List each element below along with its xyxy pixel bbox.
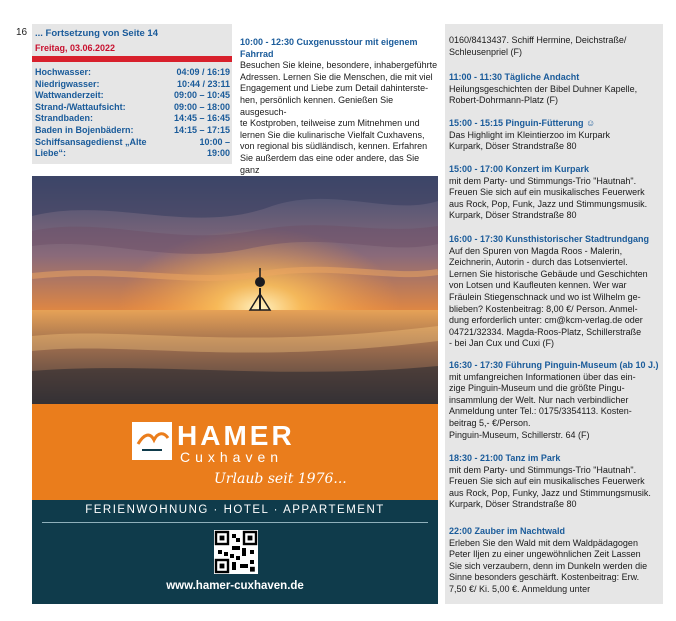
event-line: te Kostproben, teilweise zum Mitnehmen und [240, 118, 420, 129]
tide-value: 10:44 / 23:11 [176, 78, 230, 89]
tide-label: Strand-/Wattaufsicht: [35, 101, 126, 112]
event-line: Kurpark, Döser Strandstraße 80 [449, 499, 577, 510]
event-line: - bei Jan Cux und Cuxi (F) [449, 338, 555, 349]
event-line: Adressen. Lernen Sie die Menschen, die mit viel [240, 71, 433, 82]
event-line: Sie außerdem das eine oder andere, das Sie ganz [240, 152, 420, 175]
tide-label: Niedrigwasser: [35, 78, 100, 89]
event-line: mit dem Party- und Stimmungs-Trio "Hautnah". [449, 464, 637, 475]
event-stadtrundgang [449, 234, 661, 350]
tide-row [35, 79, 230, 91]
event-line: insammlung der Welt. Nur nach verbindlicher [449, 394, 629, 405]
event-nachtwald [449, 526, 661, 596]
event-line: Besuchen Sie kleine, besondere, inhabergeführte [240, 60, 438, 71]
ad-divider [42, 522, 428, 523]
event-line: Auf den Spuren von Magda Roos - Malerin, [449, 245, 623, 256]
tide-row [35, 113, 230, 125]
hamer-logo-icon [132, 422, 172, 460]
ad-brand-name: HAMER [177, 420, 295, 451]
tide-row [35, 90, 230, 102]
tide-label: Hochwasser: [35, 67, 92, 77]
tide-row [35, 136, 230, 159]
event-line: zige Pinguin-Museum und die größte Pingu- [449, 383, 625, 394]
event-line: Lernen Sie historische Gebäude und Geschichten [449, 268, 648, 279]
event-heading: 16:30 - 17:30 Führung Pinguin-Museum (ab 10 J.) [449, 360, 659, 370]
event-konzert-kurpark [449, 164, 661, 222]
event-heading: 11:00 - 11:30 Tägliche Andacht [449, 72, 580, 82]
tide-label: Strandbaden: [35, 113, 94, 124]
event-heading: 22:00 Zauber im Nachtwald [449, 526, 566, 536]
event-line: Peter Iljen zu einer ungewöhnlichen Zeit Lassen [449, 549, 641, 560]
event-line: Zeichnerin, Autorin - durch das Lotsenviertel. [449, 257, 628, 268]
event-line: Engagement und Liebe zum Detail dahinterste- [240, 83, 429, 94]
tide-label: Baden in Bojenbädern: [35, 124, 134, 135]
event-line: aus Rock, Pop, Funk, Jazz und Stimmungsmusik. [449, 198, 648, 209]
tide-value: 14:15 – 17:15 [173, 124, 230, 135]
tide-row [35, 102, 230, 114]
continuation-note: ... Fortsetzung von Seite 14 [35, 28, 158, 39]
event-line: 04721/32334. Magda-Roos-Platz, Schillerstraße [449, 326, 642, 337]
event-line: lernen Sie die kulinarische Vielfalt Cuxhavens, [240, 129, 425, 140]
tide-value: 09:00 – 10:45 [173, 90, 230, 101]
ad-website-link[interactable]: www.hamer-cuxhaven.de [166, 580, 304, 592]
event-heading: 16:00 - 17:30 Kunsthistorischer Stadtrundgang [449, 234, 650, 244]
event-line: blieben? Kostenbeitrag: 8,00 €/ Person. Anmel- [449, 303, 638, 314]
tide-value: 10:00 – 19:00 [199, 136, 230, 159]
event-line: Robert-Dohrmann-Platz (F) [449, 95, 559, 106]
event-line: hen, persönlich kennen. Genießen Sie ausgesuch- [240, 94, 394, 117]
ad-services: FERIENWOHNUNG · HOTEL · APPARTEMENT [85, 504, 385, 516]
event-heading: 10:00 - 12:30 Cuxgenusstour mit eigenem Fahrrad [240, 37, 418, 59]
event-line: mit dem Party- und Stimmungs-Trio "Hautnah". [449, 175, 637, 186]
tide-label: Schiffsansagedienst „Alte Liebe“: [35, 136, 147, 159]
page-number: 16 [16, 27, 28, 38]
event-line: Sie sich verzaubern, denn im Dunkeln werden die [449, 560, 648, 571]
event-tanz-im-park [449, 453, 661, 511]
event-heading: 18:30 - 21:00 Tanz im Park [449, 453, 561, 463]
event-line: Sinne besonders geschärft. Kostenbeitrag: Erw. [449, 572, 640, 583]
event-line: Erleben Sie den Wald mit dem Waldpädagogen [449, 537, 638, 548]
date-heading: Freitag, 03.06.2022 [35, 43, 116, 53]
qr-code-icon [214, 530, 258, 574]
sunset-harbor-photo [32, 176, 438, 404]
tide-row [35, 67, 230, 79]
event-line: mit umfangreichen Informationen über das ein- [449, 371, 636, 382]
event-intro-continuation [449, 35, 661, 58]
tide-value: 14:45 – 16:45 [173, 113, 230, 124]
event-line: Freuen Sie sich auf ein musikalisches Feuerwerk [449, 187, 645, 198]
event-line: aus Rock, Pop, Funky, Jazz und Stimmungsmusik. [449, 487, 651, 498]
tide-value: 09:00 – 18:00 [173, 101, 230, 112]
event-pinguin-fuetterung [449, 118, 661, 153]
tide-label: Wattwanderzeit: [35, 90, 104, 101]
event-line: Kurpark, Döser Strandstraße 80 [449, 210, 577, 221]
tide-row [35, 125, 230, 137]
event-cuxgenusstour [240, 37, 440, 199]
event-line: Freuen Sie sich auf ein musikalisches Feuerwerk [449, 476, 645, 487]
ad-tagline: Urlaub seit 1976... [214, 471, 347, 487]
event-heading: 15:00 - 15:15 Pinguin-Fütterung ☺ [449, 118, 596, 128]
date-underline-bar [32, 56, 232, 62]
event-line: 7,50 €/ Ki. 5,00 €. Anmeldung unter [449, 583, 591, 594]
event-line: Pinguin-Museum, Schillerstr. 64 (F) [449, 429, 590, 440]
event-andacht [449, 72, 661, 107]
event-line: Anmeldung unter Tel.: 0175/3354113. Kosten- [449, 406, 632, 417]
event-line: von Lotsen und Kaufleuten kennen. Wer war [449, 280, 627, 291]
tide-value: 04:09 / 16:19 [176, 67, 230, 77]
event-line: Heilungsgeschichten der Bibel Duhner Kapelle, [449, 83, 638, 94]
event-line: Das Highlight im Kleintierzoo im Kurpark [449, 129, 611, 140]
event-line: beitrag 5,- €/Person. [449, 417, 531, 428]
ad-brand-subtitle: Cuxhaven [180, 449, 284, 465]
event-line: 0160/8413437. Schiff Hermine, Deichstraße/ [449, 35, 627, 45]
event-pinguin-museum [449, 360, 661, 441]
event-line: Schleusenpriel (F) [449, 46, 523, 57]
event-line: Fräulein Stiegenschnack und wo ist Wilhelm ge- [449, 291, 641, 302]
event-line: von regional bis südländisch, kennen. Erfahren [240, 141, 428, 152]
event-line: Kurpark, Döser Strandstraße 80 [449, 141, 577, 152]
event-line: dung erforderlich unter: cm@kcm-verlag.de oder [449, 315, 643, 326]
tide-table [35, 67, 230, 159]
event-heading: 15:00 - 17:00 Konzert im Kurpark [449, 164, 590, 174]
